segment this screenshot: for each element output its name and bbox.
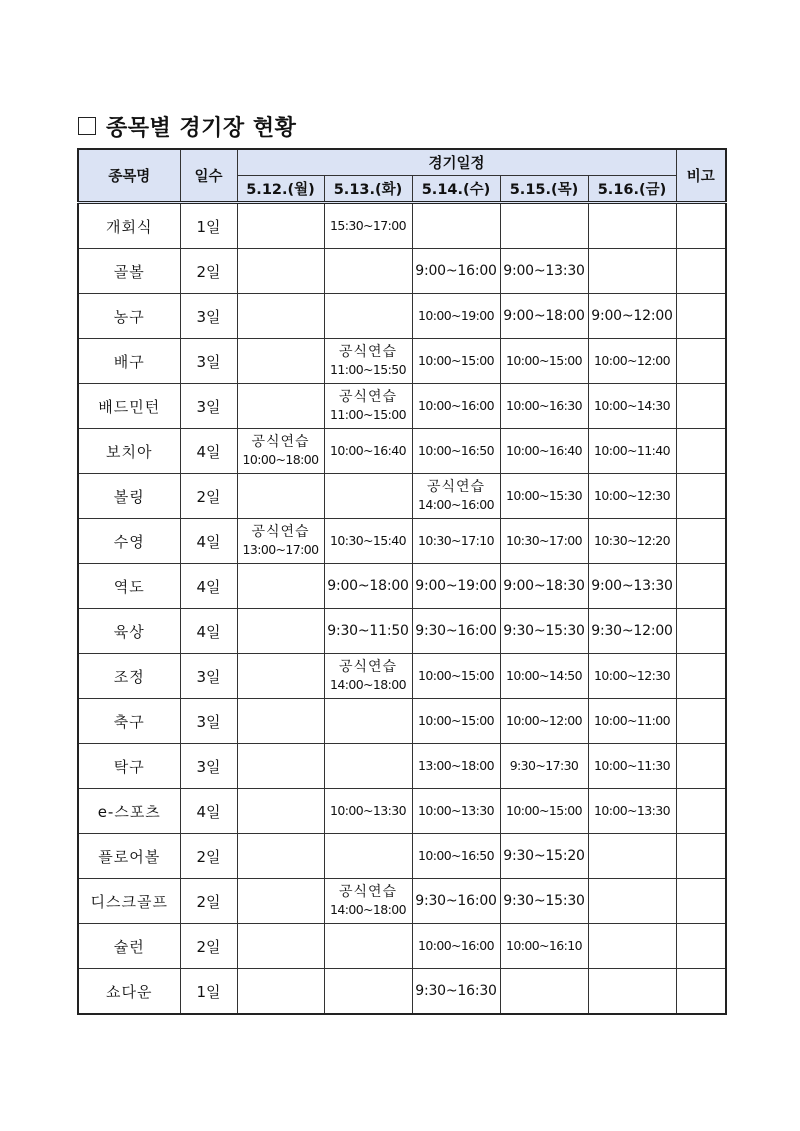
schedule-cell (324, 879, 412, 924)
note-cell (676, 294, 726, 339)
time-range: 10:00~15:00 (506, 803, 582, 818)
schedule-cell (324, 384, 412, 429)
time-range: 9:30~11:50 (327, 623, 409, 639)
time-range: 10:00~19:00 (418, 308, 494, 323)
schedule-cell (412, 609, 500, 654)
schedule-cell (588, 609, 676, 654)
schedule-cell (588, 339, 676, 384)
schedule-cell (588, 203, 676, 249)
header-note: 비고 (676, 149, 726, 203)
time-range: 10:00~16:40 (506, 443, 582, 458)
days-cell: 3일 (180, 744, 237, 789)
days-cell: 3일 (180, 384, 237, 429)
days-cell: 4일 (180, 564, 237, 609)
schedule-cell (237, 339, 324, 384)
header-date: 5.14.(수) (412, 176, 500, 203)
practice-label: 공식연습 (338, 344, 398, 360)
schedule-cell (237, 789, 324, 834)
schedule-cell (500, 789, 588, 834)
time-range: 9:00~18:00 (503, 308, 585, 324)
days-cell: 2일 (180, 924, 237, 969)
time-range: 9:30~15:30 (503, 893, 585, 909)
header-date: 5.13.(화) (324, 176, 412, 203)
time-range: 11:00~15:00 (330, 407, 406, 422)
sport-name-cell: 플로어볼 (78, 834, 180, 879)
schedule-cell (237, 654, 324, 699)
time-range: 10:00~18:00 (242, 452, 319, 467)
schedule-cell (324, 564, 412, 609)
schedule-cell (237, 699, 324, 744)
table-row (78, 294, 726, 339)
schedule-cell (324, 474, 412, 519)
schedule-cell (588, 384, 676, 429)
time-range: 10:00~16:40 (330, 443, 406, 458)
days-cell: 4일 (180, 789, 237, 834)
time-range: 9:30~15:30 (503, 623, 585, 639)
time-range: 9:00~18:00 (327, 578, 409, 594)
schedule-cell (500, 474, 588, 519)
note-cell (676, 789, 726, 834)
note-cell (676, 609, 726, 654)
schedule-cell (500, 384, 588, 429)
schedule-cell (500, 564, 588, 609)
practice-label: 공식연습 (338, 659, 398, 675)
sport-name-cell: 농구 (78, 294, 180, 339)
schedule-cell (412, 429, 500, 474)
schedule-cell (237, 744, 324, 789)
table-row (78, 519, 726, 564)
time-range: 9:00~18:30 (503, 578, 585, 594)
table-row (78, 654, 726, 699)
schedule-cell (588, 474, 676, 519)
schedule-cell (412, 519, 500, 564)
table-row (78, 789, 726, 834)
table-row (78, 339, 726, 384)
schedule-table (77, 148, 727, 1015)
note-cell (676, 744, 726, 789)
schedule-cell (412, 294, 500, 339)
schedule-cell (500, 203, 588, 249)
sport-name-cell: e-스포츠 (78, 789, 180, 834)
schedule-cell (588, 924, 676, 969)
schedule-cell (324, 744, 412, 789)
days-cell: 2일 (180, 834, 237, 879)
time-range: 10:00~13:30 (418, 803, 494, 818)
time-range: 10:00~15:00 (506, 353, 582, 368)
time-range: 10:00~13:30 (330, 803, 406, 818)
practice-label: 공식연습 (338, 884, 398, 900)
schedule-cell (412, 384, 500, 429)
time-range: 10:00~15:30 (506, 488, 582, 503)
table-row (78, 474, 726, 519)
schedule-cell (324, 834, 412, 879)
time-range: 10:30~17:00 (506, 533, 582, 548)
schedule-cell (588, 249, 676, 294)
sport-name-cell: 축구 (78, 699, 180, 744)
checkbox-square-icon (78, 117, 96, 135)
schedule-cell (588, 744, 676, 789)
sport-name-cell: 보치아 (78, 429, 180, 474)
sport-name-cell: 볼링 (78, 474, 180, 519)
schedule-cell (412, 744, 500, 789)
practice-label: 공식연습 (251, 434, 310, 450)
schedule-cell (500, 969, 588, 1015)
time-range: 10:00~12:30 (594, 488, 670, 503)
days-cell: 2일 (180, 474, 237, 519)
note-cell (676, 969, 726, 1015)
days-cell: 3일 (180, 339, 237, 384)
schedule-cell (412, 789, 500, 834)
sport-name-cell: 디스크골프 (78, 879, 180, 924)
days-cell: 4일 (180, 609, 237, 654)
table-row (78, 969, 726, 1015)
time-range: 10:30~15:40 (330, 533, 406, 548)
schedule-cell (237, 474, 324, 519)
sport-name-cell: 배드민턴 (78, 384, 180, 429)
days-cell: 3일 (180, 654, 237, 699)
sport-name-cell: 탁구 (78, 744, 180, 789)
time-range: 10:00~16:00 (418, 398, 494, 413)
note-cell (676, 429, 726, 474)
table-row (78, 879, 726, 924)
schedule-cell (237, 203, 324, 249)
time-range: 10:00~11:40 (594, 443, 670, 458)
schedule-cell (324, 924, 412, 969)
schedule-cell (412, 564, 500, 609)
schedule-cell (237, 384, 324, 429)
time-range: 10:00~12:00 (506, 713, 582, 728)
note-cell (676, 654, 726, 699)
table-row (78, 834, 726, 879)
time-range: 9:30~16:00 (415, 893, 497, 909)
sport-name-cell: 쇼다운 (78, 969, 180, 1015)
time-range: 14:00~16:00 (418, 497, 494, 512)
schedule-cell (412, 699, 500, 744)
schedule-cell (588, 789, 676, 834)
time-range: 10:30~17:10 (418, 533, 494, 548)
schedule-cell (412, 339, 500, 384)
header-date: 5.12.(월) (237, 176, 324, 203)
note-cell (676, 203, 726, 249)
schedule-cell (237, 834, 324, 879)
time-range: 9:00~19:00 (415, 578, 497, 594)
note-cell (676, 519, 726, 564)
schedule-cell (500, 339, 588, 384)
note-cell (676, 384, 726, 429)
schedule-cell (500, 609, 588, 654)
schedule-cell (412, 474, 500, 519)
schedule-cell (237, 879, 324, 924)
time-range: 10:00~16:10 (506, 938, 582, 953)
header-sport: 종목명 (78, 149, 180, 203)
time-range: 9:00~13:30 (503, 263, 585, 279)
note-cell (676, 924, 726, 969)
table-row (78, 249, 726, 294)
table-row (78, 203, 726, 249)
header-date: 5.16.(금) (588, 176, 676, 203)
time-range: 10:00~15:00 (418, 713, 494, 728)
schedule-cell (324, 203, 412, 249)
time-range: 9:00~16:00 (415, 263, 497, 279)
note-cell (676, 339, 726, 384)
time-range: 10:00~11:30 (594, 758, 670, 773)
page-title: 종목별 경기장 현황 (106, 115, 297, 141)
table-row (78, 384, 726, 429)
schedule-cell (412, 249, 500, 294)
note-cell (676, 249, 726, 294)
days-cell: 3일 (180, 294, 237, 339)
schedule-cell (324, 969, 412, 1015)
schedule-cell (588, 699, 676, 744)
practice-label: 공식연습 (251, 524, 310, 540)
schedule-cell (237, 294, 324, 339)
sport-name-cell: 골볼 (78, 249, 180, 294)
schedule-cell (588, 519, 676, 564)
time-range: 13:00~17:00 (242, 542, 319, 557)
schedule-cell (237, 924, 324, 969)
note-cell (676, 564, 726, 609)
schedule-cell (237, 609, 324, 654)
schedule-cell (324, 519, 412, 564)
schedule-cell (588, 294, 676, 339)
schedule-cell (588, 564, 676, 609)
schedule-cell (324, 699, 412, 744)
time-range: 9:30~17:30 (509, 758, 579, 773)
table-row (78, 429, 726, 474)
days-cell: 1일 (180, 203, 237, 249)
time-range: 14:00~18:00 (330, 677, 406, 692)
time-range: 10:00~14:30 (594, 398, 670, 413)
schedule-cell (324, 789, 412, 834)
schedule-cell (324, 339, 412, 384)
days-cell: 4일 (180, 519, 237, 564)
header-schedule: 경기일정 (237, 149, 676, 176)
schedule-cell (412, 924, 500, 969)
schedule-cell (588, 429, 676, 474)
schedule-cell (588, 879, 676, 924)
schedule-cell (324, 294, 412, 339)
time-range: 10:00~15:00 (418, 353, 494, 368)
time-range: 9:30~12:00 (591, 623, 673, 639)
schedule-cell (324, 429, 412, 474)
schedule-cell (412, 203, 500, 249)
table-row (78, 699, 726, 744)
schedule-cell (324, 249, 412, 294)
schedule-cell (324, 609, 412, 654)
schedule-cell (588, 834, 676, 879)
time-range: 9:30~15:20 (503, 848, 585, 864)
schedule-cell (500, 294, 588, 339)
page-heading (78, 111, 296, 141)
schedule-cell (324, 654, 412, 699)
days-cell: 1일 (180, 969, 237, 1015)
table-row (78, 744, 726, 789)
time-range: 10:00~16:50 (418, 443, 494, 458)
time-range: 10:00~11:00 (594, 713, 670, 728)
time-range: 11:00~15:50 (330, 362, 406, 377)
note-cell (676, 699, 726, 744)
schedule-cell (500, 834, 588, 879)
sport-name-cell: 역도 (78, 564, 180, 609)
schedule-cell (412, 654, 500, 699)
sport-name-cell: 슐런 (78, 924, 180, 969)
schedule-cell (500, 249, 588, 294)
schedule-cell (412, 834, 500, 879)
schedule-cell (237, 564, 324, 609)
table-row (78, 924, 726, 969)
time-range: 9:30~16:30 (415, 983, 497, 999)
days-cell: 4일 (180, 429, 237, 474)
schedule-cell (500, 429, 588, 474)
table-row (78, 609, 726, 654)
table-header (78, 149, 726, 203)
time-range: 10:00~13:30 (594, 803, 670, 818)
header-days: 일수 (180, 149, 237, 203)
time-range: 10:30~12:20 (594, 533, 670, 548)
time-range: 10:00~16:30 (506, 398, 582, 413)
time-range: 9:30~16:00 (415, 623, 497, 639)
time-range: 15:30~17:00 (330, 218, 406, 233)
days-cell: 3일 (180, 699, 237, 744)
days-cell: 2일 (180, 249, 237, 294)
schedule-cell (500, 654, 588, 699)
time-range: 13:00~18:00 (418, 758, 494, 773)
schedule-cell (237, 429, 324, 474)
practice-label: 공식연습 (338, 389, 398, 405)
schedule-cell (500, 744, 588, 789)
time-range: 10:00~12:30 (594, 668, 670, 683)
note-cell (676, 834, 726, 879)
practice-label: 공식연습 (426, 479, 486, 495)
time-range: 14:00~18:00 (330, 902, 406, 917)
table-row (78, 564, 726, 609)
schedule-cell (500, 519, 588, 564)
sport-name-cell: 조정 (78, 654, 180, 699)
note-cell (676, 474, 726, 519)
schedule-cell (588, 969, 676, 1015)
schedule-cell (588, 654, 676, 699)
schedule-cell (412, 969, 500, 1015)
time-range: 9:00~13:30 (591, 578, 673, 594)
sport-name-cell: 육상 (78, 609, 180, 654)
time-range: 10:00~12:00 (594, 353, 670, 368)
schedule-cell (500, 699, 588, 744)
schedule-cell (237, 969, 324, 1015)
time-range: 10:00~16:00 (418, 938, 494, 953)
header-date: 5.15.(목) (500, 176, 588, 203)
schedule-cell (237, 519, 324, 564)
time-range: 10:00~16:50 (418, 848, 494, 863)
table-body (78, 203, 726, 1015)
days-cell: 2일 (180, 879, 237, 924)
time-range: 9:00~12:00 (591, 308, 673, 324)
sport-name-cell: 배구 (78, 339, 180, 384)
sport-name-cell: 개회식 (78, 203, 180, 249)
schedule-cell (237, 249, 324, 294)
schedule-cell (500, 924, 588, 969)
schedule-cell (412, 879, 500, 924)
sport-name-cell: 수영 (78, 519, 180, 564)
schedule-cell (500, 879, 588, 924)
note-cell (676, 879, 726, 924)
time-range: 10:00~14:50 (506, 668, 582, 683)
time-range: 10:00~15:00 (418, 668, 494, 683)
